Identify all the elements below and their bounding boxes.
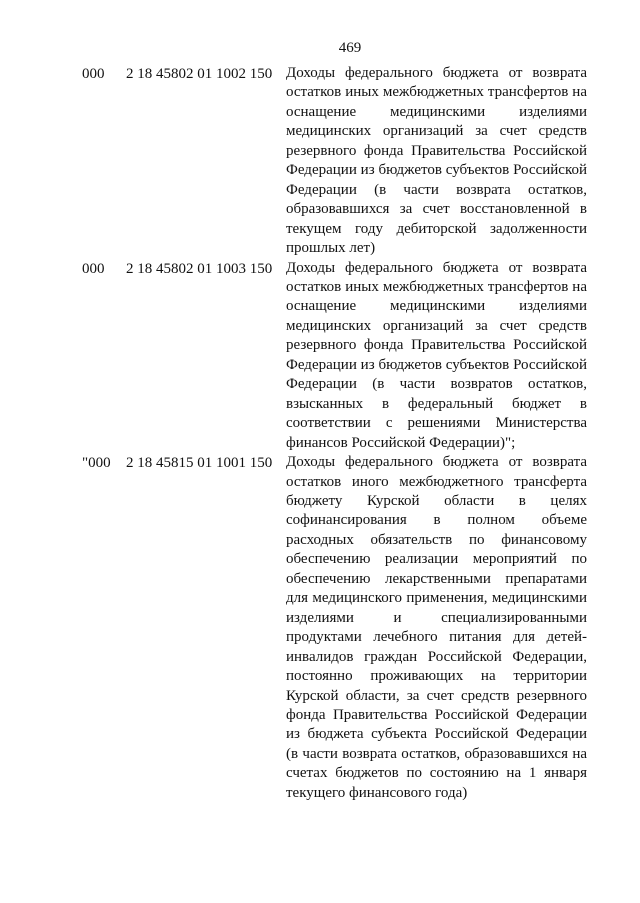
budget-classification-code: 2 18 45802 01 1003 150 <box>126 260 273 277</box>
budget-classification-code: 2 18 45802 01 1002 150 <box>126 66 273 82</box>
budget-entry-2 <box>0 259 640 454</box>
admin-code: 000 <box>82 66 105 82</box>
income-description: Доходы федерального бюджета от возврата остатков иных межбюджетных трансфертов на оснащение медицинскими изделиями медицинских организаций за счет средств резервного фонда Правительства Российской Федерации из бюджетов субъектов Российской Федерации (в части возвратов остатков, взысканных в федеральный бюджет в соответствии с решениями Министерства финансов Российской Федерации)"; <box>286 259 587 451</box>
admin-code: "000 <box>82 455 111 472</box>
admin-code: 000 <box>82 260 105 277</box>
budget-entry-1 <box>0 64 640 259</box>
budget-code-list <box>0 64 640 803</box>
page-number: 469 <box>338 40 362 56</box>
budget-entry-3 <box>0 453 640 803</box>
income-description: Доходы федерального бюджета от возврата остатков иного межбюджетного трансферта бюджету Курской области в целях софинансирования в полном объеме расходных обязательств по финансовому обеспечению реализации мероприятий по обеспечению лекарственными препаратами для медицинского применения, медицинскими изделиями и специализированными продуктами лечебного питания для детей-инвалидов граждан Российской Федерации, постоянно проживающих на территории Курской области, за счет средств резервного фонда Правительства Российской Федерации из бюджета субъекта Российской Федерации (в части возврата остатков, образовавшихся на счетах бюджетов по состоянию на 1 января текущего финансового года) <box>286 454 587 801</box>
budget-classification-code: 2 18 45815 01 1001 150 <box>126 455 273 472</box>
income-description: Доходы федерального бюджета от возврата остатков иных межбюджетных трансфертов на оснащение медицинскими изделиями медицинских организаций за счет средств резервного фонда Правительства Российской Федерации из бюджетов субъектов Российской Федерации (в части возврата остатков, образовавшихся за счет восстановленной в текущем году дебиторской задолженности прошлых лет) <box>286 65 587 257</box>
